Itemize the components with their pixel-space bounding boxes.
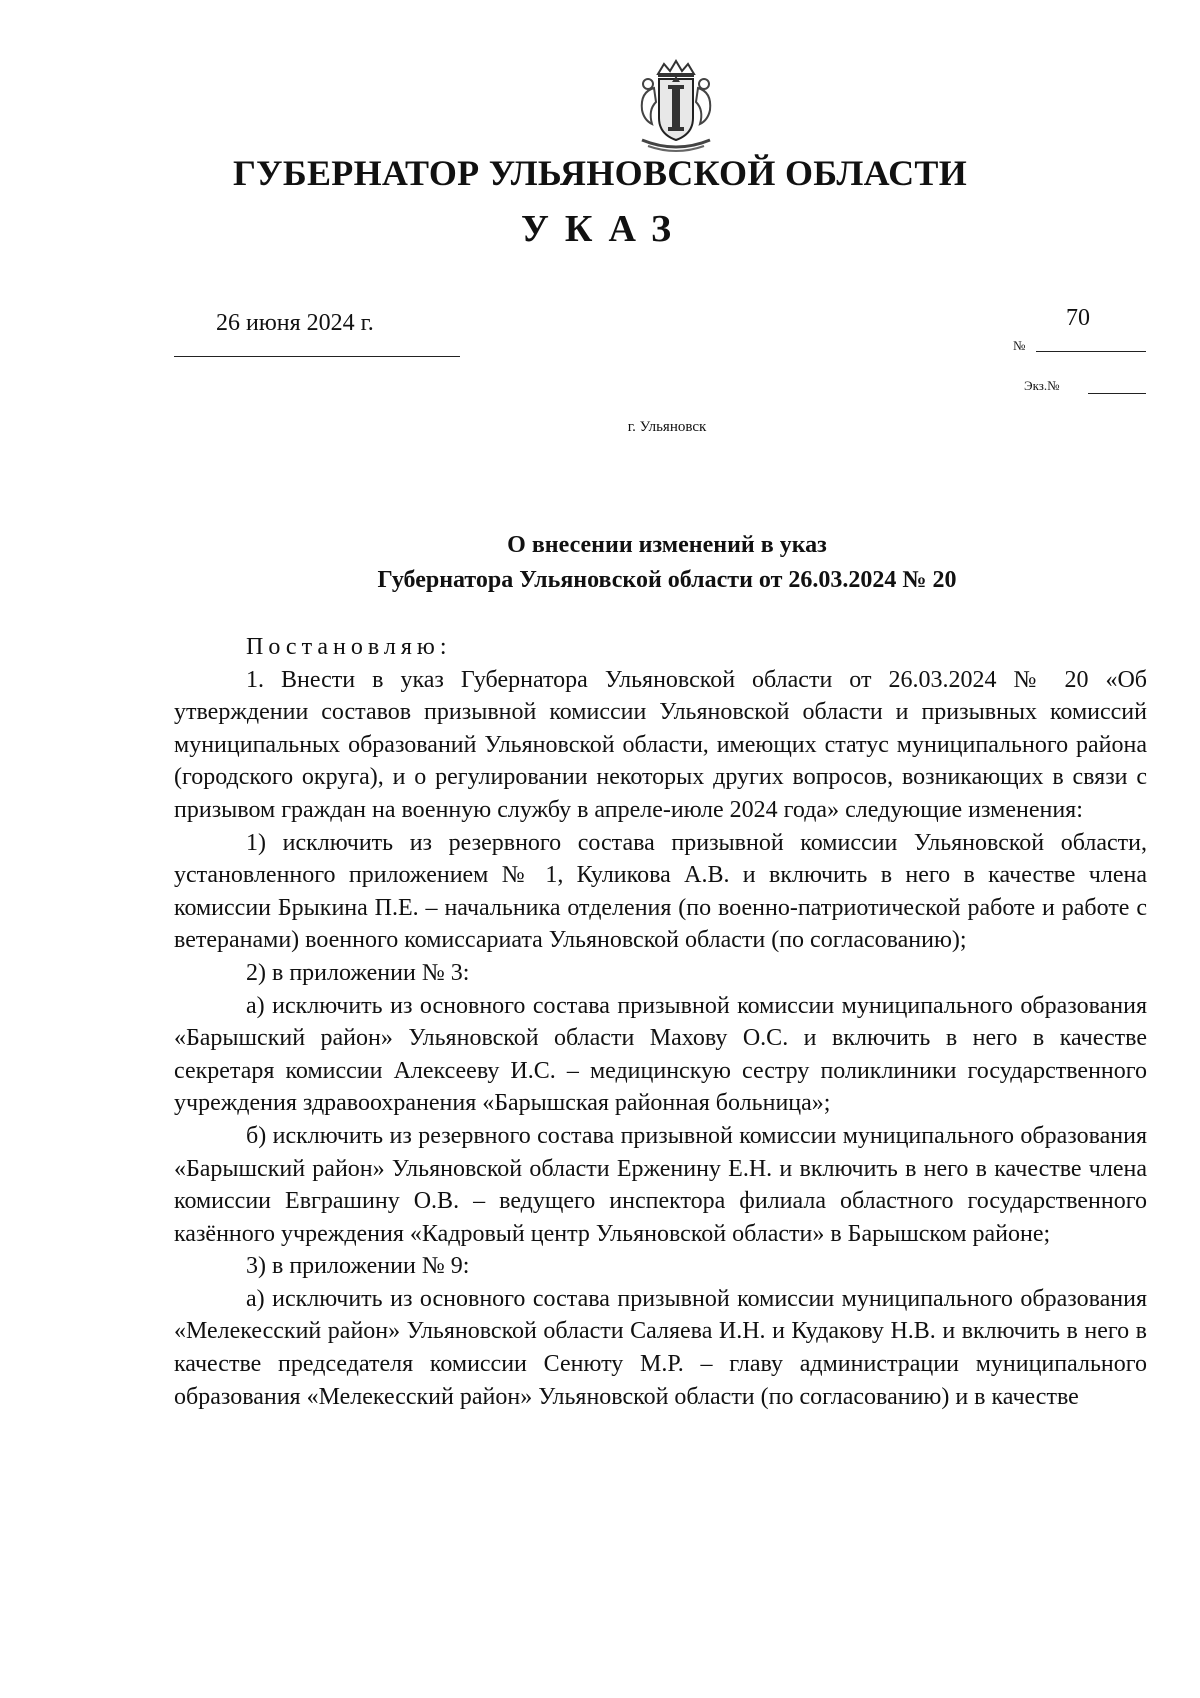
document-subject: [0, 528, 1200, 598]
number-underline: [1036, 351, 1146, 352]
paragraph-1: 1. Внести в указ Губернатора Ульяновской области от 26.03.2024 № 20 «Об утверждении составов призывной комиссии Ульяновской области и призывных комиссий муниципальных образований Ульяновской области, имеющих статус муниципального района (городского округа), и о регулировании некоторых других вопросов, возникающих в связи с призывом граждан на военную службу в апреле-июле 2024 года» следующие изменения:: [174, 666, 1147, 823]
paragraph-item-2b: б) исключить из резервного состава призывной комиссии муниципального образования «Барышский район» Ульяновской области Ерженину Е.Н. и включить в него в качестве члена комиссии Евграшину О.В. – ведущего инспектора филиала областного государственного казённого учреждения «Кадровый центр Ульяновской области» в Барышском районе;: [174, 1122, 1147, 1247]
paragraph-item-1: 1) исключить из резервного состава призывной комиссии Ульяновской области, установленного приложением № 1, Куликова А.В. и включить в него в качестве члена комиссии Брыкина П.Е. – начальника отделения (по военно-патриотической работе и работе с ветеранами) военного комиссариата Ульяновской области (по согласованию);: [174, 829, 1147, 954]
issue-city: г. Ульяновск: [627, 419, 707, 435]
paragraph-item-2: 2) в приложении № 3:: [246, 959, 470, 986]
document-number: 70: [1066, 305, 1090, 331]
document-body: [174, 631, 1147, 1413]
subject-line-2: Губернатора Ульяновской области от 26.03.2024 № 20: [377, 567, 957, 593]
copy-number-underline: [1088, 393, 1146, 394]
coat-of-arms-icon: [628, 58, 724, 156]
paragraph-item-2a: а) исключить из основного состава призывной комиссии муниципального образования «Барышский район» Ульяновской области Махову О.С. и включить в него в качестве секретаря комиссии Алексееву И.С. – медицинскую сестру поликлиники государственного учреждения здравоохранения «Барышская районная больница»;: [174, 992, 1147, 1117]
number-label: №: [1013, 338, 1026, 353]
paragraph-item-3a: а) исключить из основного состава призывной комиссии муниципального образования «Мелекесский район» Ульяновской области Саляева И.Н. и Кудакову Н.В. и включить в него в качестве председателя комиссии Сенюту М.Р. – главу администрации муниципального образования «Мелекесский район» Ульяновской области (по согласованию) и в качестве: [174, 1285, 1147, 1410]
copy-number-label: Экз.№: [1024, 378, 1060, 393]
document-date: 26 июня 2024 г.: [216, 310, 374, 336]
date-underline: [174, 356, 460, 357]
issuer-title: ГУБЕРНАТОР УЛЬЯНОВСКОЙ ОБЛАСТИ: [232, 153, 968, 193]
decree-word: Постановляю:: [246, 634, 452, 660]
document-type: УКАЗ: [521, 208, 687, 250]
paragraph-item-3: 3) в приложении № 9:: [246, 1253, 470, 1280]
subject-line-1: О внесении изменений в указ: [507, 532, 827, 558]
